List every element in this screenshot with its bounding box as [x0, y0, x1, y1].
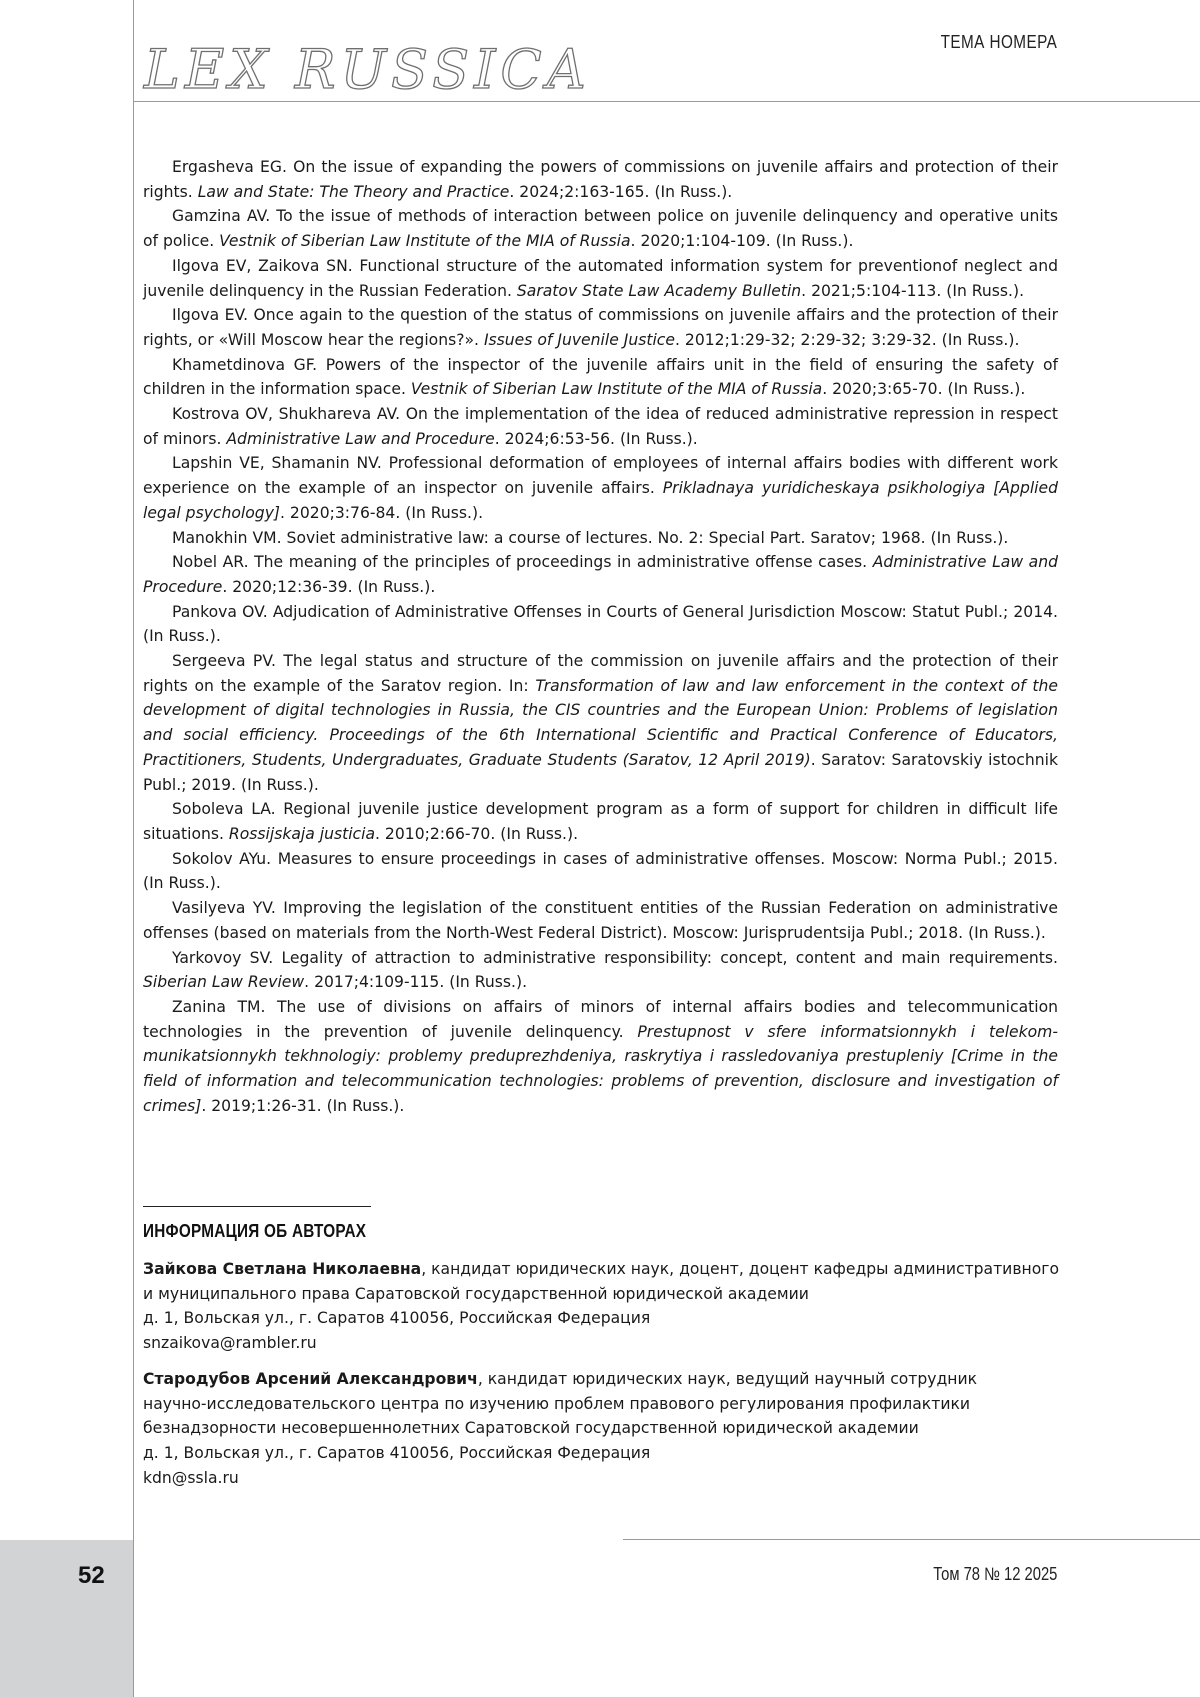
left-margin-band	[0, 0, 134, 1697]
author-name: Зайкова Светлана Николаевна	[143, 1260, 422, 1278]
reference-item: Kostrova OV, Shukhareva AV. On the implementation of the idea of reduced administrative repression in respect of minors. Administrative Law and Procedure. 2024;6:53-56. (In Russ.).	[143, 405, 1058, 448]
author-name: Стародубов Арсений Александрович	[143, 1370, 478, 1388]
section-label: ТЕМА НОМЕРА	[940, 32, 1057, 52]
reference-item: Sergeeva PV. The legal status and structure of the commission on juvenile affairs and the protection of their rights on the example of the Saratov region. In: Transformation of law and law enforcement in the context of the development of digital technologies in Russia, the CIS countries and the European Union: Problems of legislation and social efficiency. Proceedings of the 6th International Scientific and Practical Conference of Educators, Practitioners, Students, Undergraduates, Graduate Students (Saratov, 12 April 2019). Saratov: Saratovskiy istochnik Publ.; 2019. (In Russ.).	[143, 652, 1058, 794]
reference-item: Yarkovoy SV. Legality of attraction to administrative responsibility: concept, content and main requirements. Siberian Law Review. 2017;4:109-115. (In Russ.).	[143, 948, 1058, 992]
author-info: Зайкова Светлана Николаевна, кандидат юридических наук, доцент, доцент кафедры административного и муниципального права Саратовской государственной юридической академии д. 1, Вольская ул., г. Саратов 410056, Российская Федерация snzaikova@rambler.ru	[143, 1257, 1058, 1356]
author-address: д. 1, Вольская ул., г. Саратов 410056, Российская Федерация	[143, 1444, 651, 1463]
reference-item: Ilgova EV. Once again to the question of the status of commissions on juvenile affairs and the protection of their rights, or «Will Moscow hear the regions?». Issues of Juvenile Justice. 2012;1:29-32; 2:29-32; 3:29-32. (In Russ.).	[143, 306, 1058, 349]
reference-item: Ergasheva EG. On the issue of expanding the powers of commissions on juvenile affairs and protection of their rights. Law and State: The Theory and Practice. 2024;2:163-165. (In Russ.).	[143, 158, 1058, 201]
header-divider	[133, 101, 1200, 102]
authors-divider	[143, 1206, 371, 1207]
reference-item: Manokhin VM. Soviet administrative law: a course of lectures. No. 2: Special Part. Saratov; 1968. (In Russ.).	[172, 528, 1009, 547]
author-info: Стародубов Арсений Александрович, кандидат юридических наук, ведущий научный сотрудник научно-исследовательского центра по изучению проблем правового регулирования профилактики безнадзорности несовершеннолетних Саратовской государственной юридической академии д. 1, Вольская ул., г. Саратов 410056, Российская Федерация kdn@ssla.ru	[143, 1367, 1058, 1491]
author-address: д. 1, Вольская ул., г. Саратов 410056, Российская Федерация	[143, 1309, 651, 1328]
reference-item: Vasilyeva YV. Improving the legislation of the constituent entities of the Russian Federation on administrative offenses (based on materials from the North-West Federal District). Moscow: Jurisprudentsija Publ.; 2018. (In Russ.).	[143, 899, 1058, 942]
page-number: 52	[78, 1562, 105, 1589]
reference-item: Pankova OV. Adjudication of Administrative Offenses in Courts of General Jurisdiction Moscow: Statut Publ.; 2014. (In Russ.).	[143, 602, 1058, 646]
authors-heading: ИНФОРМАЦИЯ ОБ АВТОРАХ	[143, 1221, 367, 1241]
reference-item: Zanina TM. The use of divisions on affairs of minors of internal affairs bodies and telecommunication technologies in the prevention of juvenile delinquency. Prestupnost v sfere informatsionnykh i telekom-munikatsionnykh tekhnologiy: problemy preduprezhdeniya, raskrytiya i rassledovaniya prestupleniy [Crime in the field of information and telecommunication technologies: problems of prevention, disclosure and investigation of crimes]. 2019;1:26-31. (In Russ.).	[143, 997, 1059, 1115]
reference-item: Nobel AR. The meaning of the principles of proceedings in administrative offense cases. Administrative Law and Procedure. 2020;12:36-39. (In Russ.).	[143, 553, 1059, 596]
reference-item: Khametdinova GF. Powers of the inspector of the juvenile affairs unit in the field of ensuring the safety of children in the information space. Vestnik of Siberian Law Institute of the MIA of Russia. 2020;3:65-70. (In Russ.).	[143, 355, 1058, 399]
reference-item: Gamzina AV. To the issue of methods of interaction between police on juvenile delinquency and operative units of police. Vestnik of Siberian Law Institute of the MIA of Russia. 2020;1:104-109. (In Russ.).	[143, 207, 1058, 251]
reference-item: Lapshin VE, Shamanin NV. Professional deformation of employees of internal affairs bodies with different work experience on the example of an inspector on juvenile affairs. Prikladnaya yuridicheskaya psikhologiya [Applied legal psychology]. 2020;3:76-84. (In Russ.).	[143, 454, 1058, 522]
footer-divider	[623, 1539, 1200, 1540]
issue-info: Том 78 № 12 2025	[932, 1564, 1057, 1584]
reference-list	[143, 155, 1058, 1118]
author-email: kdn@ssla.ru	[143, 1468, 239, 1487]
reference-item: Ilgova EV, Zaikova SN. Functional structure of the automated information system for preventionof neglect and juvenile delinquency in the Russian Federation. Saratov State Law Academy Bulletin. 2021;5:104-113. (In Russ.).	[143, 256, 1058, 300]
reference-item: Sokolov AYu. Measures to ensure proceedings in cases of administrative offenses. Moscow: Norma Publ.; 2015. (In Russ.).	[143, 849, 1058, 893]
reference-item: Soboleva LA. Regional juvenile justice development program as a form of support for children in difficult life situations. Rossijskaja justicia. 2010;2:66-70. (In Russ.).	[143, 800, 1058, 843]
author-email: snzaikova@rambler.ru	[143, 1334, 317, 1353]
journal-logo: LEX RUSSICA	[144, 38, 591, 101]
